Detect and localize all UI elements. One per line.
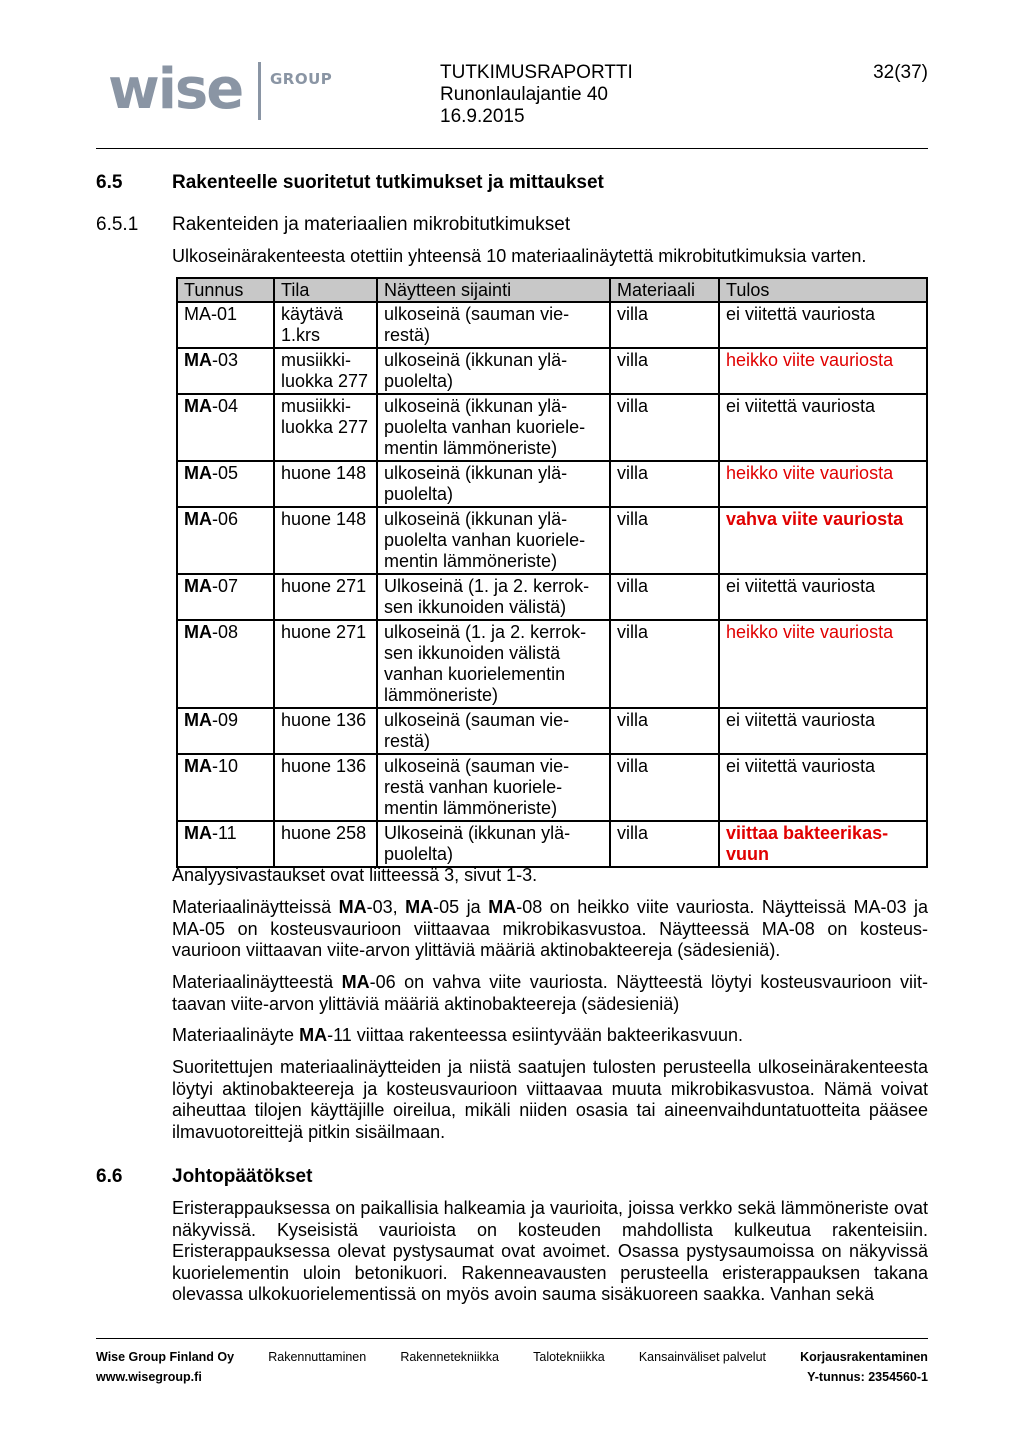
- intro-paragraph: Ulkoseinärakenteesta otettiin yhteensä 10 materiaalinäytettä mikrobitutkimuksia varten.: [172, 246, 867, 266]
- result-cell: heikko viite vauriosta: [719, 620, 927, 708]
- section-title: Johtopäätökset: [172, 1166, 313, 1187]
- space-cell: huone 271: [274, 574, 377, 620]
- column-header: Näytteen sijainti: [377, 278, 610, 302]
- company-logo: [108, 57, 338, 128]
- location-cell: Ulkoseinä (1. ja 2. kerrok-sen ikkunoiden välistä): [377, 574, 610, 620]
- sample-id-cell: MA-09: [177, 708, 274, 754]
- footer-service: Talotekniikka: [533, 1350, 605, 1364]
- paragraph: Eristerappauksessa on paikallisia halkeamia ja vaurioita, joissa verkko sekä lämmöneriste ovat näkyvissä. Kyseisistä vaurioista on kosteuden mahdollista kulkeutua rakenteisiin. Eristerappauksessa olevat pystysaumat ovat avoimet. Osassa pystysaumoissa on näkyvissä kuorielementin uloin betonikuori. Rakenneavausten perusteella eristerappauksen takana olevassa ulkokuorielementissä on myös avoin sauma sisäkuoreen saakka. Vanhan sekä: [172, 1198, 928, 1305]
- sample-id-cell: MA-03: [177, 348, 274, 394]
- sample-id-cell: MA-10: [177, 754, 274, 821]
- report-type: TUTKIMUSRAPORTTI: [440, 62, 633, 83]
- location-cell: ulkoseinä (ikkunan ylä-puolelta): [377, 348, 610, 394]
- section-number: 6.5: [96, 172, 123, 193]
- table-row: [177, 394, 927, 461]
- space-cell: huone 136: [274, 708, 377, 754]
- paragraph: Materiaalinäytteissä MA-03, MA-05 ja MA-08 on heikko viite vauriosta. Näytteissä MA-03 ja MA-05 on kosteusvaurioon viittaavaa mikrobikasvustoa. Näytteessä MA-08 on kosteus-vaurioon viittaavan viite-arvon ylittäviä määriä aktinobakteereja (sädesieniä).: [172, 897, 928, 961]
- table-row: [177, 302, 927, 348]
- location-cell: ulkoseinä (ikkunan ylä-puolelta vanhan kuoriele-mentin lämmöneriste): [377, 507, 610, 574]
- header-divider: [96, 148, 928, 149]
- column-header: Tunnus: [177, 278, 274, 302]
- space-cell: huone 258: [274, 821, 377, 867]
- paragraph: Materiaalinäytteestä MA-06 on vahva viite vauriosta. Näytteestä löytyi kosteusvaurioon viit-taavan viite-arvon ylittäviä määriä aktinobakteereja (sädesieniä): [172, 972, 928, 1014]
- table-row: [177, 574, 927, 620]
- sample-id-cell: MA-08: [177, 620, 274, 708]
- column-header: Tila: [274, 278, 377, 302]
- report-address: Runonlaulajantie 40: [440, 84, 608, 105]
- material-cell: villa: [610, 394, 719, 461]
- footer: [96, 1350, 928, 1384]
- footer-service: Rakennetekniikka: [400, 1350, 499, 1364]
- material-cell: villa: [610, 754, 719, 821]
- footer-business-id: Y-tunnus: 2354560-1: [807, 1370, 928, 1384]
- result-cell: vahva viite vauriosta: [719, 507, 927, 574]
- subsection-title: Rakenteiden ja materiaalien mikrobitutkimukset: [172, 214, 571, 235]
- material-cell: villa: [610, 620, 719, 708]
- footer-service: Rakennuttaminen: [268, 1350, 367, 1364]
- sample-id-cell: MA-04: [177, 394, 274, 461]
- material-cell: villa: [610, 708, 719, 754]
- report-date: 16.9.2015: [440, 106, 525, 127]
- table-row: [177, 348, 927, 394]
- footer-website-link[interactable]: www.wisegroup.fi: [96, 1370, 202, 1384]
- space-cell: huone 148: [274, 507, 377, 574]
- page-number: 32(37): [873, 62, 928, 83]
- location-cell: ulkoseinä (ikkunan ylä-puolelta vanhan kuoriele-mentin lämmöneriste): [377, 394, 610, 461]
- sample-table: [176, 277, 928, 868]
- logo-group-text: GROUP: [270, 70, 333, 88]
- space-cell: musiikki-luokka 277: [274, 348, 377, 394]
- table-header-row: [177, 278, 927, 302]
- sample-id-cell: MA-05: [177, 461, 274, 507]
- space-cell: musiikki-luokka 277: [274, 394, 377, 461]
- location-cell: ulkoseinä (1. ja 2. kerrok-sen ikkunoiden välistä vanhan kuorielementin lämmöneriste): [377, 620, 610, 708]
- material-cell: villa: [610, 574, 719, 620]
- material-cell: villa: [610, 348, 719, 394]
- column-header: Materiaali: [610, 278, 719, 302]
- material-cell: villa: [610, 821, 719, 867]
- result-cell: ei viitettä vauriosta: [719, 574, 927, 620]
- table-body: [177, 302, 927, 867]
- paragraph: Suoritettujen materiaalinäytteiden ja niistä saatujen tulosten perusteella ulkoseinärakenteesta löytyi aktinobakteereja ja kosteusvaurioon viittaavaa muuta mikrobikasvustoa. Nämä voivat aiheuttaa tilojen käyttäjille oireilua, mikäli niiden osasia tai aineenvaihduntatuotteita pääsee ilmavuotoreittejä pitkin sisäilmaan.: [172, 1057, 928, 1142]
- space-cell: huone 271: [274, 620, 377, 708]
- result-cell: heikko viite vauriosta: [719, 461, 927, 507]
- subsection-number: 6.5.1: [96, 214, 139, 235]
- result-cell: ei viitettä vauriosta: [719, 394, 927, 461]
- space-cell: huone 136: [274, 754, 377, 821]
- table-row: [177, 821, 927, 867]
- sample-id-cell: MA-01: [177, 302, 274, 348]
- sample-id-cell: MA-06: [177, 507, 274, 574]
- sample-id-cell: MA-07: [177, 574, 274, 620]
- location-cell: ulkoseinä (ikkunan ylä-puolelta): [377, 461, 610, 507]
- material-cell: villa: [610, 302, 719, 348]
- space-cell: käytävä 1.krs: [274, 302, 377, 348]
- material-cell: villa: [610, 461, 719, 507]
- logo-wordmark: wise: [108, 57, 243, 122]
- table-row: [177, 461, 927, 507]
- result-cell: heikko viite vauriosta: [719, 348, 927, 394]
- section-number: 6.6: [96, 1166, 123, 1187]
- result-cell: ei viitettä vauriosta: [719, 708, 927, 754]
- section-title: Rakenteelle suoritetut tutkimukset ja mittaukset: [172, 172, 604, 193]
- footer-company: Wise Group Finland Oy: [96, 1350, 235, 1364]
- logo-divider: [258, 62, 261, 120]
- report-header: [440, 62, 633, 128]
- column-header: Tulos: [719, 278, 927, 302]
- result-cell: ei viitettä vauriosta: [719, 302, 927, 348]
- material-cell: villa: [610, 507, 719, 574]
- space-cell: huone 148: [274, 461, 377, 507]
- result-cell: viittaa bakteerikas-vuun: [719, 821, 927, 867]
- table-row: [177, 708, 927, 754]
- location-cell: ulkoseinä (sauman vie-restä): [377, 708, 610, 754]
- location-cell: ulkoseinä (sauman vie-restä): [377, 302, 610, 348]
- sample-id-cell: MA-11: [177, 821, 274, 867]
- location-cell: ulkoseinä (sauman vie-restä vanhan kuoriele-mentin lämmöneriste): [377, 754, 610, 821]
- table-row: [177, 507, 927, 574]
- footer-service: Korjausrakentaminen: [800, 1350, 928, 1364]
- result-cell: ei viitettä vauriosta: [719, 754, 927, 821]
- location-cell: Ulkoseinä (ikkunan ylä-puolelta): [377, 821, 610, 867]
- table-row: [177, 620, 927, 708]
- paragraph: Materiaalinäyte MA-11 viittaa rakenteessa esiintyvään bakteerikasvuun.: [172, 1025, 743, 1045]
- paragraph: Analyysivastaukset ovat liitteessä 3, sivut 1-3.: [172, 865, 538, 885]
- table-row: [177, 754, 927, 821]
- footer-divider: [96, 1338, 928, 1339]
- footer-service: Kansainväliset palvelut: [638, 1350, 766, 1364]
